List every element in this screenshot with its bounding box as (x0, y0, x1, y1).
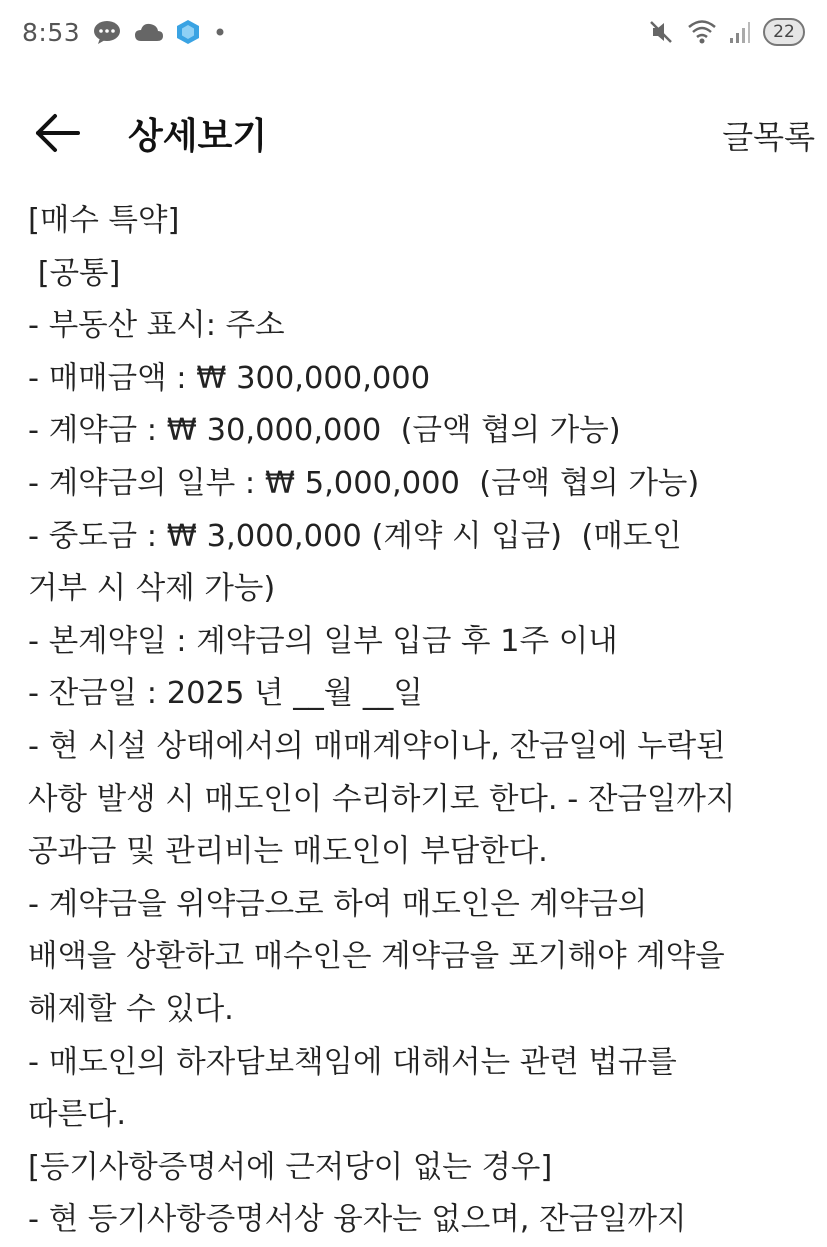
back-button[interactable] (30, 106, 84, 160)
content-line: 사항 발생 시 매도인이 수리하기로 한다. - 잔금일까지 (28, 781, 736, 817)
status-right (647, 18, 805, 46)
content-line: [등기사항증명서에 근저당이 없는 경우] (28, 1149, 553, 1185)
status-left (22, 18, 228, 47)
content-line: [공통] (28, 255, 121, 291)
content-line: - 현 등기사항증명서상 융자는 없으며, 잔금일까지 (28, 1202, 687, 1238)
hexagon-app-icon (176, 19, 200, 45)
status-time: 8:53 (22, 17, 81, 47)
content-line: - 중도금 : ₩ 3,000,000 (계약 시 입금) (매도인 (28, 518, 682, 554)
content-line: 해제할 수 있다. (28, 991, 234, 1027)
page-title: 상세보기 (128, 116, 268, 157)
post-content (28, 195, 813, 1247)
cloud-icon (134, 21, 164, 43)
content-line: 배액을 상환하고 매수인은 계약금을 포기해야 계약을 (28, 939, 725, 975)
signal-icon (729, 19, 751, 45)
mute-icon (647, 18, 675, 46)
content-line: - 현 시설 상태에서의 매매계약이나, 잔금일에 누락된 (28, 728, 726, 764)
content-line: - 계약금의 일부 : ₩ 5,000,000 (금액 협의 가능) (28, 465, 700, 501)
battery-indicator: 22 (763, 18, 805, 46)
arrow-left-icon (34, 113, 80, 153)
content-line: 따른다. (28, 1097, 127, 1133)
post-list-link[interactable]: 글목록 (722, 118, 815, 156)
app-bar (0, 92, 827, 172)
content-line: - 계약금을 위약금으로 하여 매도인은 계약금의 (28, 886, 648, 922)
content-line: - 본계약일 : 계약금의 일부 입금 후 1주 이내 (28, 623, 618, 659)
chat-bubble-icon (92, 19, 122, 45)
content-line: [매수 특약] (28, 203, 180, 238)
content-line: 공과금 및 관리비는 매도인이 부담한다. (28, 834, 548, 870)
content-line: - 매도인의 하자담보책임에 대해서는 관련 법규를 (28, 1044, 677, 1080)
content-line: 거부 시 삭제 가능) (28, 571, 276, 607)
dot-icon (212, 24, 228, 40)
content-line: - 부동산 표시: 주소 (28, 308, 285, 344)
status-bar (0, 0, 827, 64)
wifi-icon (687, 18, 717, 46)
content-line: - 잔금일 : 2025 년 __월 __일 (28, 676, 423, 712)
content-line: - 계약금 : ₩ 30,000,000 (금액 협의 가능) (28, 413, 621, 449)
content-line: - 매매금액 : ₩ 300,000,000 (28, 360, 431, 396)
